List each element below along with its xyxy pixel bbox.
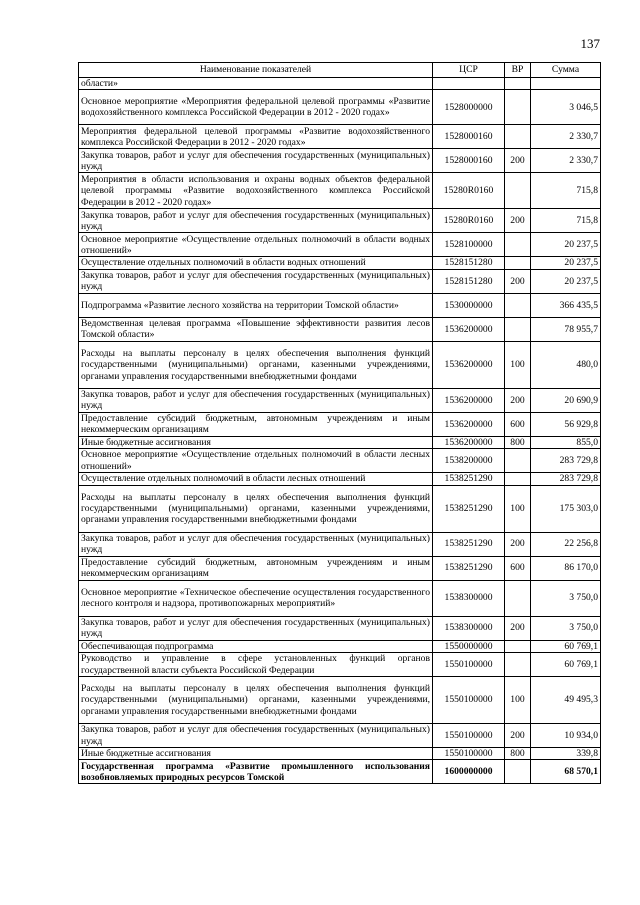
header-sum: Сумма — [531, 63, 601, 78]
cell-csr: 1536200000 — [433, 341, 505, 388]
cell-csr: 1536200000 — [433, 317, 505, 341]
page-number: 137 — [580, 36, 600, 51]
cell-sum: 60 769,1 — [531, 653, 601, 677]
cell-csr: 1528000000 — [433, 90, 505, 125]
table-row — [79, 341, 601, 388]
cell-csr: 15280R0160 — [433, 209, 505, 233]
cell-vr — [505, 257, 531, 269]
budget-table — [78, 62, 601, 784]
cell-name: Государственная программа «Развитие промышленного использования возобновляемых природных ресурсов Томской — [79, 760, 433, 784]
cell-sum: 366 435,5 — [531, 293, 601, 317]
cell-vr — [505, 473, 531, 485]
cell-vr: 200 — [505, 724, 531, 748]
cell-csr: 1550000000 — [433, 640, 505, 652]
cell-vr — [505, 293, 531, 317]
cell-csr: 1550100000 — [433, 653, 505, 677]
cell-sum: 20 237,5 — [531, 233, 601, 257]
cell-sum: 715,8 — [531, 209, 601, 233]
table-row — [79, 78, 601, 90]
cell-vr: 200 — [505, 209, 531, 233]
cell-vr — [505, 233, 531, 257]
cell-sum: 2 330,7 — [531, 149, 601, 173]
header-name: Наименование показателей — [79, 63, 433, 78]
table-row — [79, 209, 601, 233]
cell-sum: 60 769,1 — [531, 640, 601, 652]
cell-name: Закупка товаров, работ и услуг для обеспечения государственных (муниципальных) нужд — [79, 209, 433, 233]
cell-vr: 100 — [505, 485, 531, 532]
table-row — [79, 653, 601, 677]
table-row — [79, 616, 601, 640]
cell-csr: 1538251290 — [433, 473, 505, 485]
table-row — [79, 412, 601, 436]
cell-vr: 200 — [505, 616, 531, 640]
cell-csr: 1528100000 — [433, 233, 505, 257]
cell-vr — [505, 760, 531, 784]
cell-sum: 339,8 — [531, 748, 601, 760]
cell-csr: 1528000160 — [433, 125, 505, 149]
table-row — [79, 149, 601, 173]
cell-vr: 100 — [505, 677, 531, 724]
table-row — [79, 640, 601, 652]
cell-sum: 480,0 — [531, 341, 601, 388]
cell-vr — [505, 125, 531, 149]
cell-csr: 1530000000 — [433, 293, 505, 317]
table-row — [79, 173, 601, 209]
cell-vr: 600 — [505, 412, 531, 436]
cell-vr — [505, 317, 531, 341]
table-row — [79, 724, 601, 748]
cell-name: Обеспечивающая подпрограмма — [79, 640, 433, 652]
table-header-row — [79, 63, 601, 78]
cell-sum: 3 750,0 — [531, 580, 601, 616]
cell-name: Иные бюджетные ассигнования — [79, 436, 433, 448]
table-row — [79, 125, 601, 149]
cell-sum: 20 237,5 — [531, 257, 601, 269]
cell-sum: 175 303,0 — [531, 485, 601, 532]
cell-vr — [505, 653, 531, 677]
cell-name: Осуществление отдельных полномочий в области лесных отношений — [79, 473, 433, 485]
cell-sum: 20 237,5 — [531, 269, 601, 293]
cell-name: Мероприятия в области использования и охраны водных объектов федеральной целевой программы «Развитие водохозяйственного комплекса Российской Федерации в 2012 - 2020 годах» — [79, 173, 433, 209]
cell-sum: 22 256,8 — [531, 532, 601, 556]
cell-csr: 15280R0160 — [433, 173, 505, 209]
header-vr: ВР — [505, 63, 531, 78]
table-row — [79, 580, 601, 616]
cell-csr: 1538300000 — [433, 616, 505, 640]
cell-name: Осуществление отдельных полномочий в области водных отношений — [79, 257, 433, 269]
table-row — [79, 317, 601, 341]
table-row — [79, 473, 601, 485]
cell-name: области» — [79, 78, 433, 90]
cell-sum: 855,0 — [531, 436, 601, 448]
cell-vr — [505, 90, 531, 125]
cell-csr: 1538251290 — [433, 532, 505, 556]
cell-csr: 1528151280 — [433, 257, 505, 269]
cell-csr: 1550100000 — [433, 677, 505, 724]
cell-vr: 600 — [505, 556, 531, 580]
cell-sum: 283 729,8 — [531, 449, 601, 473]
cell-csr: 1536200000 — [433, 436, 505, 448]
table-row — [79, 760, 601, 784]
cell-name: Руководство и управление в сфере установленных функций органов государственной власти субъекта Российской Федерации — [79, 653, 433, 677]
cell-sum: 78 955,7 — [531, 317, 601, 341]
cell-name: Расходы на выплаты персоналу в целях обеспечения выполнения функций государственными (муниципальными) органами, казенными учреждениями, органами управления государственными внебюджетными фондами — [79, 341, 433, 388]
cell-vr — [505, 580, 531, 616]
cell-csr: 1538251290 — [433, 556, 505, 580]
cell-csr: 1528151280 — [433, 269, 505, 293]
cell-sum: 20 690,9 — [531, 388, 601, 412]
table-row — [79, 436, 601, 448]
cell-vr — [505, 78, 531, 90]
cell-vr: 200 — [505, 532, 531, 556]
cell-name: Предоставление субсидий бюджетным, автономным учреждениям и иным некоммерческим организациям — [79, 556, 433, 580]
cell-name: Закупка товаров, работ и услуг для обеспечения государственных (муниципальных) нужд — [79, 388, 433, 412]
cell-vr: 800 — [505, 748, 531, 760]
cell-name: Основное мероприятие «Осуществление отдельных полномочий в области лесных отношений» — [79, 449, 433, 473]
cell-sum: 715,8 — [531, 173, 601, 209]
header-csr: ЦСР — [433, 63, 505, 78]
table-row — [79, 388, 601, 412]
cell-vr: 100 — [505, 341, 531, 388]
table-row — [79, 257, 601, 269]
table-row — [79, 449, 601, 473]
table-row — [79, 677, 601, 724]
cell-name: Основное мероприятие «Мероприятия федеральной целевой программы «Развитие водохозяйственного комплекса Российской Федерации в 2012 - 2020 годах» — [79, 90, 433, 125]
cell-name: Иные бюджетные ассигнования — [79, 748, 433, 760]
cell-name: Предоставление субсидий бюджетным, автономным учреждениям и иным некоммерческим организациям — [79, 412, 433, 436]
cell-name: Основное мероприятие «Техническое обеспечение осуществления государственного лесного контроля и надзора, противопожарных мероприятий» — [79, 580, 433, 616]
cell-name: Закупка товаров, работ и услуг для обеспечения государственных (муниципальных) нужд — [79, 149, 433, 173]
cell-name: Расходы на выплаты персоналу в целях обеспечения выполнения функций государственными (муниципальными) органами, казенными учреждениями, органами управления государственными внебюджетными фондами — [79, 677, 433, 724]
cell-name: Мероприятия федеральной целевой программы «Развитие водохозяйственного комплекса Российской Федерации в 2012 - 2020 годах» — [79, 125, 433, 149]
table-row — [79, 90, 601, 125]
table-row — [79, 532, 601, 556]
cell-csr: 1538251290 — [433, 485, 505, 532]
cell-csr: 1600000000 — [433, 760, 505, 784]
cell-csr: 1528000160 — [433, 149, 505, 173]
table-row — [79, 485, 601, 532]
cell-vr — [505, 449, 531, 473]
cell-csr: 1536200000 — [433, 412, 505, 436]
cell-vr: 200 — [505, 388, 531, 412]
table-row — [79, 556, 601, 580]
cell-vr — [505, 173, 531, 209]
cell-csr — [433, 78, 505, 90]
cell-name: Основное мероприятие «Осуществление отдельных полномочий в области водных отношений» — [79, 233, 433, 257]
cell-name: Расходы на выплаты персоналу в целях обеспечения выполнения функций государственными (муниципальными) органами, казенными учреждениями, органами управления государственными внебюджетными фондами — [79, 485, 433, 532]
cell-csr: 1550100000 — [433, 748, 505, 760]
table-row — [79, 748, 601, 760]
cell-csr: 1538300000 — [433, 580, 505, 616]
cell-sum: 3 750,0 — [531, 616, 601, 640]
cell-sum: 10 934,0 — [531, 724, 601, 748]
table-body — [79, 78, 601, 784]
cell-vr: 200 — [505, 149, 531, 173]
cell-name: Закупка товаров, работ и услуг для обеспечения государственных (муниципальных) нужд — [79, 724, 433, 748]
cell-name: Закупка товаров, работ и услуг для обеспечения государственных (муниципальных) нужд — [79, 532, 433, 556]
table-row — [79, 269, 601, 293]
cell-sum: 68 570,1 — [531, 760, 601, 784]
cell-csr: 1536200000 — [433, 388, 505, 412]
cell-csr: 1538200000 — [433, 449, 505, 473]
cell-sum — [531, 78, 601, 90]
cell-vr: 800 — [505, 436, 531, 448]
table-row — [79, 233, 601, 257]
cell-sum: 2 330,7 — [531, 125, 601, 149]
cell-csr: 1550100000 — [433, 724, 505, 748]
cell-name: Закупка товаров, работ и услуг для обеспечения государственных (муниципальных) нужд — [79, 269, 433, 293]
cell-sum: 86 170,0 — [531, 556, 601, 580]
cell-sum: 283 729,8 — [531, 473, 601, 485]
cell-name: Подпрограмма «Развитие лесного хозяйства на территории Томской области» — [79, 293, 433, 317]
cell-name: Закупка товаров, работ и услуг для обеспечения государственных (муниципальных) нужд — [79, 616, 433, 640]
cell-vr — [505, 640, 531, 652]
cell-name: Ведомственная целевая программа «Повышение эффективности развития лесов Томской области» — [79, 317, 433, 341]
cell-sum: 49 495,3 — [531, 677, 601, 724]
cell-sum: 3 046,5 — [531, 90, 601, 125]
table-row — [79, 293, 601, 317]
cell-sum: 56 929,8 — [531, 412, 601, 436]
cell-vr: 200 — [505, 269, 531, 293]
